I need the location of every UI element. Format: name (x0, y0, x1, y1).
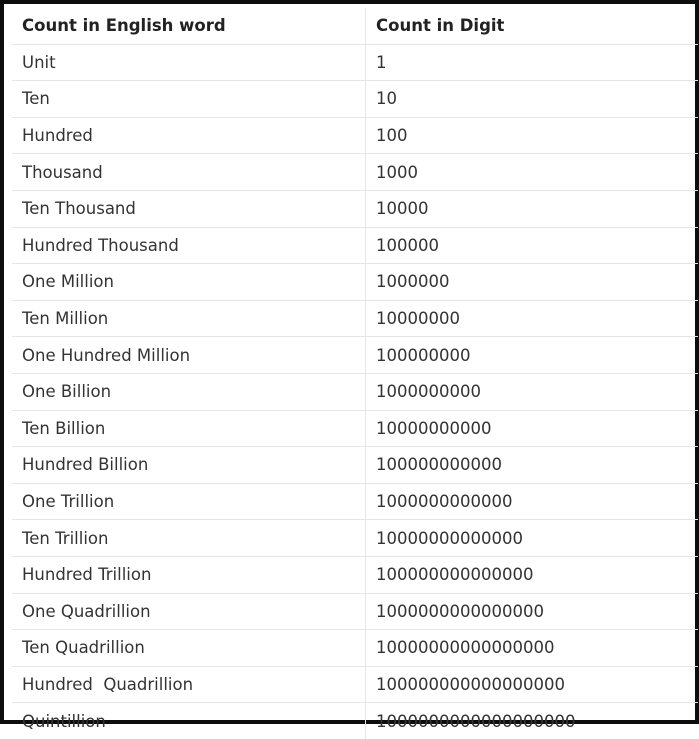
english-word-cell: Hundred Quadrillion (12, 666, 366, 703)
digit-cell: 1000000000000000000 (376, 711, 576, 731)
english-word-cell: Hundred Thousand (12, 227, 366, 264)
english-word-cell: Ten (12, 81, 366, 118)
table-row (12, 593, 698, 630)
english-word-cell: One Quadrillion (12, 593, 366, 630)
digit-cell: 1000000000000 (366, 483, 699, 520)
column-header-english-word: Count in English word (12, 8, 366, 44)
table-row (12, 447, 698, 484)
english-word-cell: Unit (12, 44, 366, 81)
digit-cell: 100000 (366, 227, 699, 264)
table-header-row (12, 8, 698, 44)
table-row (12, 630, 698, 667)
digit-cell: 10000000000000 (366, 520, 699, 557)
english-word-cell: Hundred Trillion (12, 556, 366, 593)
english-word-cell: Ten Quadrillion (12, 630, 366, 667)
table-row (12, 44, 698, 81)
table-row (12, 300, 698, 337)
digit-cell: 100000000 (366, 337, 699, 374)
digit-cell: 100000000000000000 (366, 666, 699, 703)
digit-cell: 1 (366, 44, 699, 81)
digit-cell: 10 (366, 81, 699, 118)
english-word-cell: Hundred Billion (12, 447, 366, 484)
english-word-cell: Thousand (12, 154, 366, 191)
english-word-cell: Ten Billion (12, 410, 366, 447)
digit-cell: 100 (366, 117, 699, 154)
english-word-cell: One Hundred Million (12, 337, 366, 374)
table-row (12, 520, 698, 557)
english-word-cell: Hundred (12, 117, 366, 154)
column-header-digit: Count in Digit (366, 8, 699, 44)
digit-cell: 100000000000 (366, 447, 699, 484)
table-row (12, 483, 698, 520)
digit-cell: 10000000000000000 (366, 630, 699, 667)
digit-cell: 10000 (366, 190, 699, 227)
table-body (12, 44, 698, 739)
digit-cell: 1000000000000000 (366, 593, 699, 630)
table-row (12, 190, 698, 227)
english-word-cell: Ten Trillion (12, 520, 366, 557)
english-word-cell: One Trillion (12, 483, 366, 520)
table-row (12, 81, 698, 118)
english-word-cell: One Million (12, 264, 366, 301)
table-row (12, 154, 698, 191)
english-word-cell: Quintillion (12, 703, 366, 739)
digit-cell: 10000000 (366, 300, 699, 337)
digit-cell: 100000000000000 (366, 556, 699, 593)
table-row (12, 227, 698, 264)
table-row (12, 666, 698, 703)
english-word-cell: One Billion (12, 373, 366, 410)
count-table (12, 8, 698, 739)
table-row (12, 410, 698, 447)
table-row (12, 556, 698, 593)
digit-cell: 10000000000 (366, 410, 699, 447)
table-row (12, 117, 698, 154)
digit-cell: 1000000000 (366, 373, 699, 410)
english-word-cell: Ten Thousand (12, 190, 366, 227)
table-row (12, 337, 698, 374)
table-row (12, 373, 698, 410)
table-row (12, 264, 698, 301)
digit-cell: 1000 (366, 154, 699, 191)
english-word-cell: Ten Million (12, 300, 366, 337)
digit-cell: 1000000 (366, 264, 699, 301)
table-row (12, 703, 698, 739)
